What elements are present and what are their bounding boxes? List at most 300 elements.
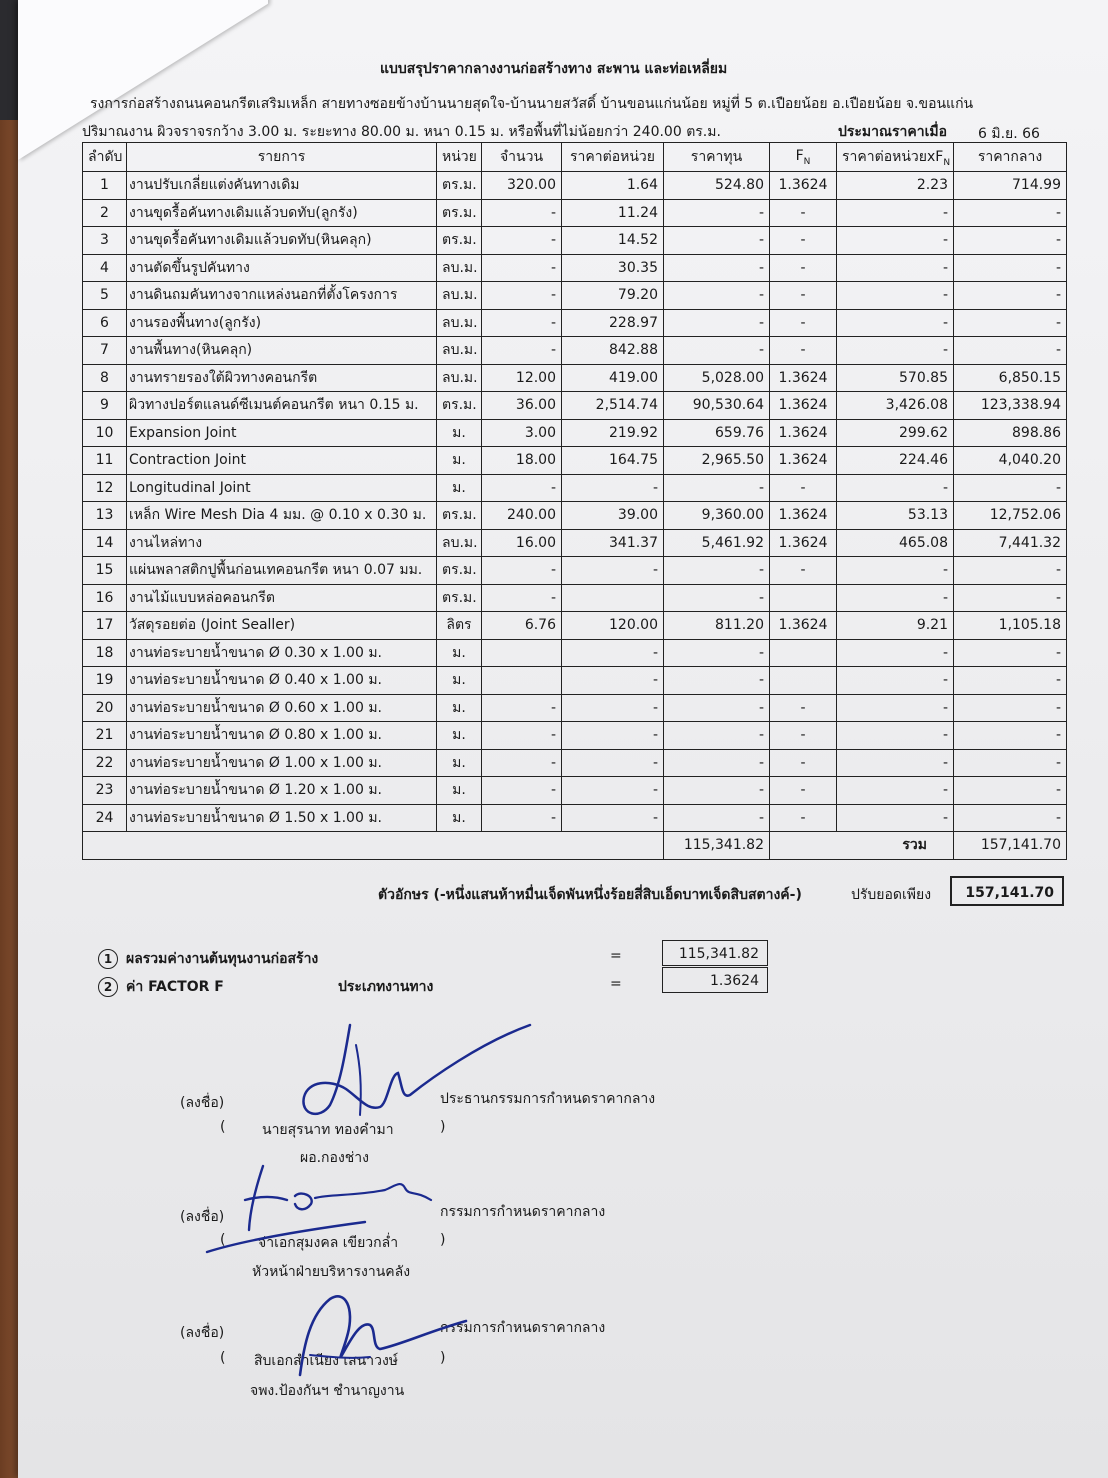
cell-no: 17	[83, 612, 127, 640]
cell-cost: -	[664, 557, 770, 585]
cell-item: งานทรายรองใต้ผิวทางคอนกรีต	[127, 364, 437, 392]
cell-qty: -	[482, 722, 562, 750]
cell-cost: -	[664, 667, 770, 695]
handwritten-signature-2	[205, 1160, 435, 1260]
cell-unit-price: -	[562, 474, 664, 502]
cell-median: -	[954, 474, 1067, 502]
cell-unit-price: -	[562, 639, 664, 667]
signature-open-2: (	[220, 1232, 226, 1248]
cell-qty	[482, 667, 562, 695]
cell-item: Contraction Joint	[127, 447, 437, 475]
signature-open-3: (	[220, 1350, 226, 1366]
cell-fn: -	[770, 722, 837, 750]
cell-median: -	[954, 694, 1067, 722]
cell-no: 19	[83, 667, 127, 695]
cell-qty: 240.00	[482, 502, 562, 530]
cell-unit: ม.	[437, 777, 482, 805]
cell-item: ผิวทางปอร์ตแลนด์ซีเมนต์คอนกรีต หนา 0.15 ม.	[127, 392, 437, 420]
table-row	[83, 364, 1067, 392]
circle-number-2: 2	[98, 977, 118, 997]
cell-item: Expansion Joint	[127, 419, 437, 447]
amount-in-words: ตัวอักษร (-หนึ่งแสนห้าหมื่นเจ็ดพันหนึ่งร้อยสี่สิบเอ็ดบาทเจ็ดสิบสตางค์-)	[378, 887, 802, 903]
cell-fn: -	[770, 282, 837, 310]
cell-no: 1	[83, 172, 127, 200]
summary-value-2: 1.3624	[662, 967, 768, 993]
cell-price-fn: -	[837, 337, 954, 365]
cell-price-fn: 53.13	[837, 502, 954, 530]
cell-unit: ตร.ม.	[437, 172, 482, 200]
table-row	[83, 694, 1067, 722]
cell-cost: -	[664, 804, 770, 832]
cell-price-fn: -	[837, 254, 954, 282]
cell-unit-price: -	[562, 557, 664, 585]
cell-unit-price: -	[562, 667, 664, 695]
cell-no: 4	[83, 254, 127, 282]
cell-unit-price: -	[562, 722, 664, 750]
cell-no: 12	[83, 474, 127, 502]
cell-price-fn: -	[837, 282, 954, 310]
cell-price-fn: -	[837, 749, 954, 777]
cell-fn: -	[770, 777, 837, 805]
cell-price-fn: -	[837, 309, 954, 337]
header-unit-price: ราคาต่อหน่วย	[562, 143, 664, 172]
header-price-fn	[837, 143, 954, 172]
cell-unit-price: 2,514.74	[562, 392, 664, 420]
table-row	[83, 612, 1067, 640]
cell-cost: -	[664, 749, 770, 777]
signature-name-3: สิบเอกสำเนียง เสนาวงษ์	[254, 1353, 399, 1369]
summary-line-1	[98, 948, 318, 970]
summary-equals-2: =	[610, 976, 622, 992]
header-item: รายการ	[127, 143, 437, 172]
cell-fn: -	[770, 254, 837, 282]
cell-item: งานท่อระบายน้ำขนาด Ø 1.50 x 1.00 ม.	[127, 804, 437, 832]
cell-median: 714.99	[954, 172, 1067, 200]
cell-cost: 2,965.50	[664, 447, 770, 475]
cell-cost: 90,530.64	[664, 392, 770, 420]
signature-close-3: )	[440, 1350, 446, 1366]
cell-item: งานดินถมคันทางจากแหล่งนอกที่ตั้งโครงการ	[127, 282, 437, 310]
table-row	[83, 474, 1067, 502]
summary-label-2: ค่า FACTOR F	[126, 979, 224, 995]
table-row	[83, 749, 1067, 777]
cell-unit: ตร.ม.	[437, 502, 482, 530]
signature-role-1: ประธานกรรมการกำหนดราคากลาง	[440, 1091, 656, 1107]
cell-price-fn: 224.46	[837, 447, 954, 475]
cell-no: 18	[83, 639, 127, 667]
signature-close-1: )	[440, 1119, 446, 1135]
cell-no: 8	[83, 364, 127, 392]
cell-item: งานพื้นทาง(หินคลุก)	[127, 337, 437, 365]
cell-qty: 36.00	[482, 392, 562, 420]
summary-equals-1: =	[610, 948, 622, 964]
cell-unit: ตร.ม.	[437, 584, 482, 612]
cell-unit: ตร.ม.	[437, 392, 482, 420]
cell-item: งานท่อระบายน้ำขนาด Ø 0.60 x 1.00 ม.	[127, 694, 437, 722]
cell-fn: -	[770, 199, 837, 227]
cell-qty	[482, 639, 562, 667]
cell-no: 7	[83, 337, 127, 365]
estimate-label: ประมาณราคาเมื่อ	[838, 124, 948, 140]
cell-price-fn: -	[837, 639, 954, 667]
cell-fn: 1.3624	[770, 612, 837, 640]
cell-median: -	[954, 227, 1067, 255]
header-cost: ราคาทุน	[664, 143, 770, 172]
cell-cost: -	[664, 639, 770, 667]
cell-price-fn: -	[837, 667, 954, 695]
cell-median: -	[954, 557, 1067, 585]
cell-unit: ม.	[437, 667, 482, 695]
cell-qty: -	[482, 309, 562, 337]
cell-unit: ลบ.ม.	[437, 337, 482, 365]
adjusted-value: 157,141.70	[950, 876, 1064, 906]
cell-no: 3	[83, 227, 127, 255]
cell-item: งานรองพื้นทาง(ลูกรัง)	[127, 309, 437, 337]
cell-qty: -	[482, 254, 562, 282]
header-median-price: ราคากลาง	[954, 143, 1067, 172]
cell-qty: -	[482, 227, 562, 255]
cell-fn	[770, 639, 837, 667]
cell-cost: 5,461.92	[664, 529, 770, 557]
circle-number-1: 1	[98, 949, 118, 969]
table-row	[83, 282, 1067, 310]
cell-price-fn: -	[837, 722, 954, 750]
cell-fn: -	[770, 694, 837, 722]
cell-median: -	[954, 777, 1067, 805]
cell-unit: ม.	[437, 474, 482, 502]
signature-position-1: ผอ.กองช่าง	[300, 1150, 369, 1166]
signature-position-3: จพง.ป้องกันฯ ชำนาญงาน	[250, 1383, 405, 1399]
table-row	[83, 227, 1067, 255]
table-row	[83, 502, 1067, 530]
cell-median: -	[954, 584, 1067, 612]
cell-no: 21	[83, 722, 127, 750]
cell-unit-price: 228.97	[562, 309, 664, 337]
cell-qty: -	[482, 199, 562, 227]
summary-line-2	[98, 976, 224, 998]
cell-fn: -	[770, 804, 837, 832]
table-row	[83, 557, 1067, 585]
header-fn-label: F	[795, 147, 804, 164]
table-row	[83, 667, 1067, 695]
cell-median: 12,752.06	[954, 502, 1067, 530]
cell-cost: 9,360.00	[664, 502, 770, 530]
cell-cost: -	[664, 337, 770, 365]
cell-price-fn: -	[837, 584, 954, 612]
cell-no: 24	[83, 804, 127, 832]
table-row	[83, 199, 1067, 227]
estimate-date: 6 มิ.ย. 66	[978, 126, 1040, 142]
cell-fn: 1.3624	[770, 172, 837, 200]
cell-unit-price: 120.00	[562, 612, 664, 640]
cell-no: 15	[83, 557, 127, 585]
cell-unit-price: 219.92	[562, 419, 664, 447]
cell-median: -	[954, 199, 1067, 227]
cell-item: แผ่นพลาสติกปูพื้นก่อนเทคอนกรีต หนา 0.07 มม.	[127, 557, 437, 585]
cell-cost: 811.20	[664, 612, 770, 640]
table-row	[83, 722, 1067, 750]
signature-open-1: (	[220, 1119, 226, 1135]
cell-cost: -	[664, 309, 770, 337]
cell-unit-price	[562, 584, 664, 612]
cell-qty: 6.76	[482, 612, 562, 640]
cell-fn	[770, 667, 837, 695]
cell-no: 5	[83, 282, 127, 310]
cell-item: วัสดุรอยต่อ (Joint Sealler)	[127, 612, 437, 640]
cell-price-fn: 3,426.08	[837, 392, 954, 420]
summary-label-1: ผลรวมค่างานต้นทุนงานก่อสร้าง	[126, 951, 319, 967]
cell-median: -	[954, 309, 1067, 337]
cell-no: 13	[83, 502, 127, 530]
cell-unit: ลิตร	[437, 612, 482, 640]
summary-value-1: 115,341.82	[662, 940, 768, 966]
cell-unit-price: -	[562, 804, 664, 832]
cell-price-fn: -	[837, 199, 954, 227]
cell-unit-price: 30.35	[562, 254, 664, 282]
cell-fn: 1.3624	[770, 529, 837, 557]
cell-cost: -	[664, 584, 770, 612]
table-row	[83, 309, 1067, 337]
signature-name-2: จ่าเอกสุมงคล เขียวกล่ำ	[258, 1235, 399, 1251]
cell-fn: 1.3624	[770, 419, 837, 447]
cell-unit: ลบ.ม.	[437, 309, 482, 337]
cell-item: งานขุดรื้อคันทางเดิมแล้วบดทับ(ลูกรัง)	[127, 199, 437, 227]
cell-unit-price: -	[562, 777, 664, 805]
cell-qty: -	[482, 337, 562, 365]
cell-no: 22	[83, 749, 127, 777]
cell-unit-price: -	[562, 749, 664, 777]
cell-fn: -	[770, 474, 837, 502]
table-row	[83, 529, 1067, 557]
total-label: รวม	[770, 832, 954, 860]
table-row	[83, 639, 1067, 667]
cell-unit: ม.	[437, 419, 482, 447]
cell-unit-price: 419.00	[562, 364, 664, 392]
cell-qty: -	[482, 557, 562, 585]
handwritten-signature-1	[290, 1015, 540, 1135]
cell-unit: ม.	[437, 447, 482, 475]
cell-item: งานท่อระบายน้ำขนาด Ø 0.30 x 1.00 ม.	[127, 639, 437, 667]
header-price-fn-label: ราคาต่อหน่วยxF	[842, 149, 944, 165]
cell-unit-price: 39.00	[562, 502, 664, 530]
cell-qty: -	[482, 749, 562, 777]
cell-fn: 1.3624	[770, 447, 837, 475]
cell-item: งานไหล่ทาง	[127, 529, 437, 557]
cell-fn: -	[770, 227, 837, 255]
cell-item: งานตัดขึ้นรูปคันทาง	[127, 254, 437, 282]
cell-unit-price: 842.88	[562, 337, 664, 365]
header-fn	[770, 143, 837, 172]
table-row	[83, 392, 1067, 420]
table-row	[83, 254, 1067, 282]
cell-price-fn: -	[837, 694, 954, 722]
project-description: รงการก่อสร้างถนนคอนกรีตเสริมเหล็ก สายทางซอยข้างบ้านนายสุดใจ-บ้านนายสวัสดิ์ บ้านขอนแก่นน้อย หมู่ที่ 5 ต.เปือยน้อย อ.เปือยน้อย จ.ขอนแก่น	[90, 96, 974, 112]
cell-cost: 524.80	[664, 172, 770, 200]
cell-cost: 659.76	[664, 419, 770, 447]
cell-no: 6	[83, 309, 127, 337]
cell-no: 9	[83, 392, 127, 420]
cell-unit-price: 79.20	[562, 282, 664, 310]
cell-unit-price: 164.75	[562, 447, 664, 475]
cell-unit: ม.	[437, 722, 482, 750]
total-spacer	[83, 832, 664, 860]
cell-qty: 16.00	[482, 529, 562, 557]
cell-item: งานท่อระบายน้ำขนาด Ø 1.20 x 1.00 ม.	[127, 777, 437, 805]
cell-fn: -	[770, 309, 837, 337]
cell-qty: 18.00	[482, 447, 562, 475]
cell-fn: 1.3624	[770, 364, 837, 392]
cell-item: งานไม้แบบหล่อคอนกรีต	[127, 584, 437, 612]
total-row	[83, 832, 1067, 860]
signature-name-1: นายสุรนาท ทองคำมา	[262, 1122, 394, 1138]
total-cost: 115,341.82	[664, 832, 770, 860]
handwritten-signature-3	[290, 1285, 470, 1395]
quantity-description: ปริมาณงาน ผิวจราจรกว้าง 3.00 ม. ระยะทาง 80.00 ม. หนา 0.15 ม. หรือพื้นที่ไม่น้อยกว่า 240.00 ตร.ม.	[82, 124, 721, 140]
signature-position-2: หัวหน้าฝ่ายบริหารงานคลัง	[252, 1264, 411, 1280]
cell-unit-price: -	[562, 694, 664, 722]
cell-cost: -	[664, 777, 770, 805]
cell-qty: 320.00	[482, 172, 562, 200]
cell-item: งานท่อระบายน้ำขนาด Ø 0.40 x 1.00 ม.	[127, 667, 437, 695]
cell-item: เหล็ก Wire Mesh Dia 4 มม. @ 0.10 x 0.30 ม.	[127, 502, 437, 530]
cell-unit: ม.	[437, 639, 482, 667]
header-price-fn-sub: N	[943, 157, 951, 168]
cell-median: 123,338.94	[954, 392, 1067, 420]
cell-price-fn: 465.08	[837, 529, 954, 557]
cell-qty: -	[482, 584, 562, 612]
cell-qty: 3.00	[482, 419, 562, 447]
cell-median: 6,850.15	[954, 364, 1067, 392]
cell-qty: -	[482, 777, 562, 805]
cell-unit: ตร.ม.	[437, 557, 482, 585]
cell-cost: -	[664, 227, 770, 255]
cell-no: 10	[83, 419, 127, 447]
cell-median: 4,040.20	[954, 447, 1067, 475]
document-title: แบบสรุปราคากลางงานก่อสร้างทาง สะพาน และท่อเหลี่ยม	[380, 61, 728, 77]
cell-fn: -	[770, 337, 837, 365]
table-header-row	[83, 143, 1067, 172]
cell-median: -	[954, 282, 1067, 310]
cell-unit: ลบ.ม.	[437, 364, 482, 392]
cell-unit: ตร.ม.	[437, 227, 482, 255]
cell-cost: -	[664, 199, 770, 227]
cell-unit-price: 11.24	[562, 199, 664, 227]
signature-label-3: (ลงชื่อ)	[180, 1325, 225, 1341]
cell-cost: -	[664, 694, 770, 722]
total-median: 157,141.70	[954, 832, 1067, 860]
signature-role-2: กรรมการกำหนดราคากลาง	[440, 1204, 606, 1220]
cell-fn: -	[770, 557, 837, 585]
signature-close-2: )	[440, 1232, 446, 1248]
cell-price-fn: -	[837, 474, 954, 502]
cell-cost: 5,028.00	[664, 364, 770, 392]
header-qty: จำนวน	[482, 143, 562, 172]
cell-no: 20	[83, 694, 127, 722]
cell-median: -	[954, 749, 1067, 777]
cell-no: 14	[83, 529, 127, 557]
signature-label-2: (ลงชื่อ)	[180, 1209, 225, 1225]
cell-fn: 1.3624	[770, 392, 837, 420]
table-row	[83, 419, 1067, 447]
cell-unit: ลบ.ม.	[437, 254, 482, 282]
cell-qty: -	[482, 474, 562, 502]
cell-unit: ลบ.ม.	[437, 529, 482, 557]
adjusted-label: ปรับยอดเพียง	[851, 887, 932, 903]
header-unit: หน่วย	[437, 143, 482, 172]
cell-unit-price: 14.52	[562, 227, 664, 255]
cell-qty: -	[482, 804, 562, 832]
cell-qty: -	[482, 282, 562, 310]
cell-qty: 12.00	[482, 364, 562, 392]
cell-item: งานท่อระบายน้ำขนาด Ø 0.80 x 1.00 ม.	[127, 722, 437, 750]
cell-qty: -	[482, 694, 562, 722]
cell-price-fn: -	[837, 557, 954, 585]
cell-cost: -	[664, 722, 770, 750]
table-row	[83, 584, 1067, 612]
signature-label-1: (ลงชื่อ)	[180, 1095, 225, 1111]
table-row	[83, 337, 1067, 365]
cell-unit-price: 1.64	[562, 172, 664, 200]
cell-item: งานขุดรื้อคันทางเดิมแล้วบดทับ(หินคลุก)	[127, 227, 437, 255]
cell-median: -	[954, 337, 1067, 365]
table-row	[83, 172, 1067, 200]
cell-price-fn: -	[837, 227, 954, 255]
signature-role-3: กรรมการกำหนดราคากลาง	[440, 1320, 606, 1336]
cell-item: งานท่อระบายน้ำขนาด Ø 1.00 x 1.00 ม.	[127, 749, 437, 777]
table-body	[83, 172, 1067, 832]
cell-price-fn: -	[837, 777, 954, 805]
cell-no: 2	[83, 199, 127, 227]
cell-median: 1,105.18	[954, 612, 1067, 640]
cell-item: งานปรับเกลี่ยแต่งคันทางเดิม	[127, 172, 437, 200]
cell-fn: -	[770, 749, 837, 777]
cell-item: Longitudinal Joint	[127, 474, 437, 502]
cell-price-fn: 570.85	[837, 364, 954, 392]
cell-cost: -	[664, 474, 770, 502]
cell-unit: ม.	[437, 749, 482, 777]
header-no: ลำดับ	[83, 143, 127, 172]
cell-median: -	[954, 254, 1067, 282]
cell-price-fn: 9.21	[837, 612, 954, 640]
summary-extra-2: ประเภทงานทาง	[338, 979, 434, 995]
cell-unit: ม.	[437, 804, 482, 832]
cell-median: -	[954, 804, 1067, 832]
cell-cost: -	[664, 254, 770, 282]
table-row	[83, 447, 1067, 475]
cell-unit: ม.	[437, 694, 482, 722]
cell-median: -	[954, 722, 1067, 750]
cell-median: 7,441.32	[954, 529, 1067, 557]
cell-fn: 1.3624	[770, 502, 837, 530]
cell-price-fn: 2.23	[837, 172, 954, 200]
price-table	[82, 142, 1067, 860]
cell-unit: ลบ.ม.	[437, 282, 482, 310]
cell-unit-price: 341.37	[562, 529, 664, 557]
cell-unit: ตร.ม.	[437, 199, 482, 227]
cell-cost: -	[664, 282, 770, 310]
cell-no: 11	[83, 447, 127, 475]
cell-price-fn: 299.62	[837, 419, 954, 447]
cell-no: 16	[83, 584, 127, 612]
cell-price-fn: -	[837, 804, 954, 832]
table-row	[83, 804, 1067, 832]
header-fn-sub: N	[803, 156, 811, 167]
cell-no: 23	[83, 777, 127, 805]
cell-median: -	[954, 639, 1067, 667]
cell-median: -	[954, 667, 1067, 695]
table-row	[83, 777, 1067, 805]
cell-median: 898.86	[954, 419, 1067, 447]
